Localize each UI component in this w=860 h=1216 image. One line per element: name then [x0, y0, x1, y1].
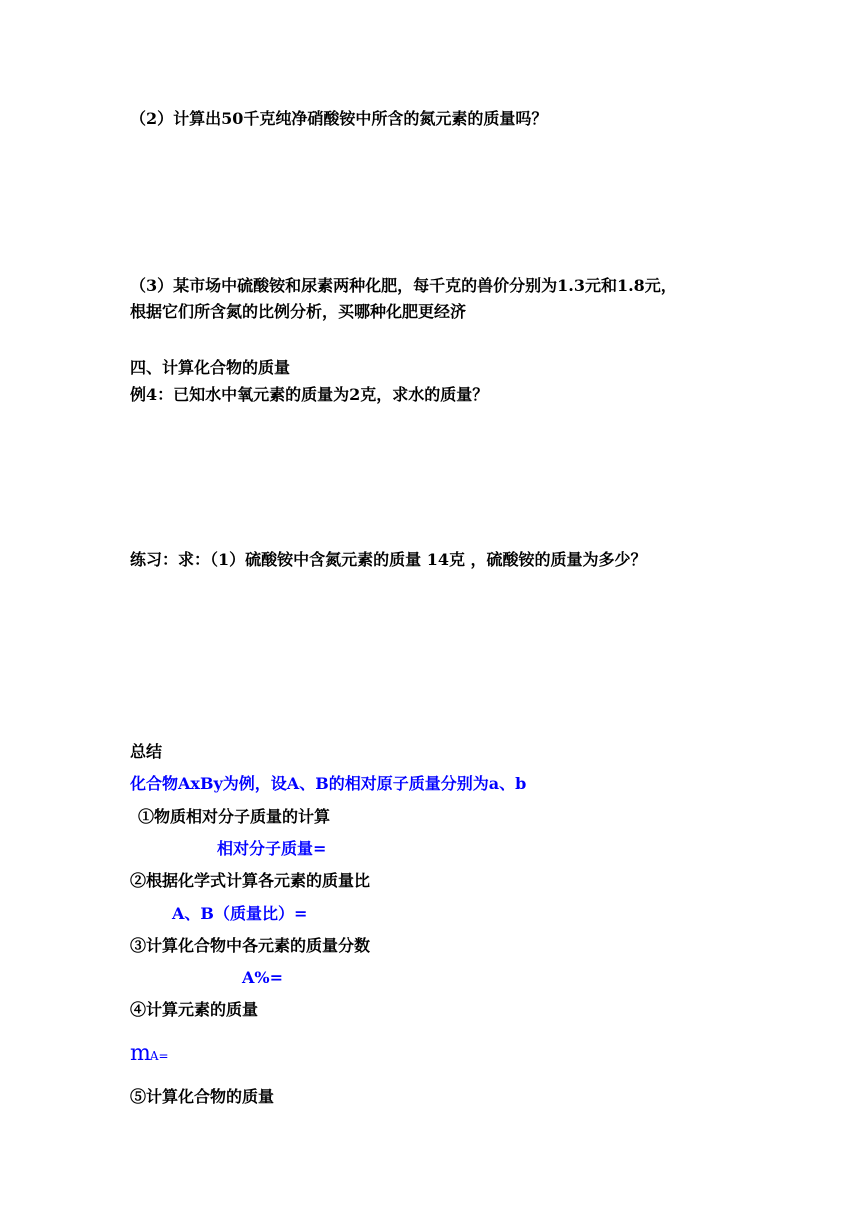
formula-element-mass	[130, 1041, 169, 1066]
summary-item-3: ③计算化合物中各元素的质量分数	[130, 936, 371, 955]
practice-question: 练习：求：（1）硫酸铵中含氮元素的质量 14克 ，硫酸铵的质量为多少？	[130, 550, 647, 569]
question-3-line-2: 根据它们所含氮的比例分析，买哪种化肥更经济	[130, 302, 467, 321]
example-4: 例4：已知水中氧元素的质量为2克，求水的质量？	[130, 385, 489, 404]
summary-intro: 化合物AxBy为例，设A、B的相对原子质量分别为a、b	[130, 774, 527, 793]
question-2: （2）计算出50千克纯净硝酸铵中所含的氮元素的质量吗？	[130, 109, 548, 128]
summary-item-5: ⑤计算化合物的质量	[130, 1087, 275, 1106]
section-4-heading: 四、计算化合物的质量	[130, 358, 291, 377]
summary-item-4: ④计算元素的质量	[130, 1000, 259, 1019]
formula-mass-fraction: A%=	[242, 968, 284, 987]
summary-item-1: ①物质相对分子质量的计算	[138, 807, 331, 826]
question-3-line-1: （3）某市场中硫酸铵和尿素两种化肥，每千克的兽价分别为1.3元和1.8元，	[130, 276, 677, 295]
summary-title: 总结	[130, 742, 163, 761]
formula-mass-ratio: A、B（质量比）=	[172, 904, 308, 923]
formula-relative-molecular-mass: 相对分子质量=	[217, 839, 327, 858]
summary-item-2: ②根据化学式计算各元素的质量比	[130, 871, 371, 890]
formula-element-mass-subscript: A=	[149, 1049, 169, 1063]
formula-element-mass-symbol: m	[130, 1041, 150, 1066]
